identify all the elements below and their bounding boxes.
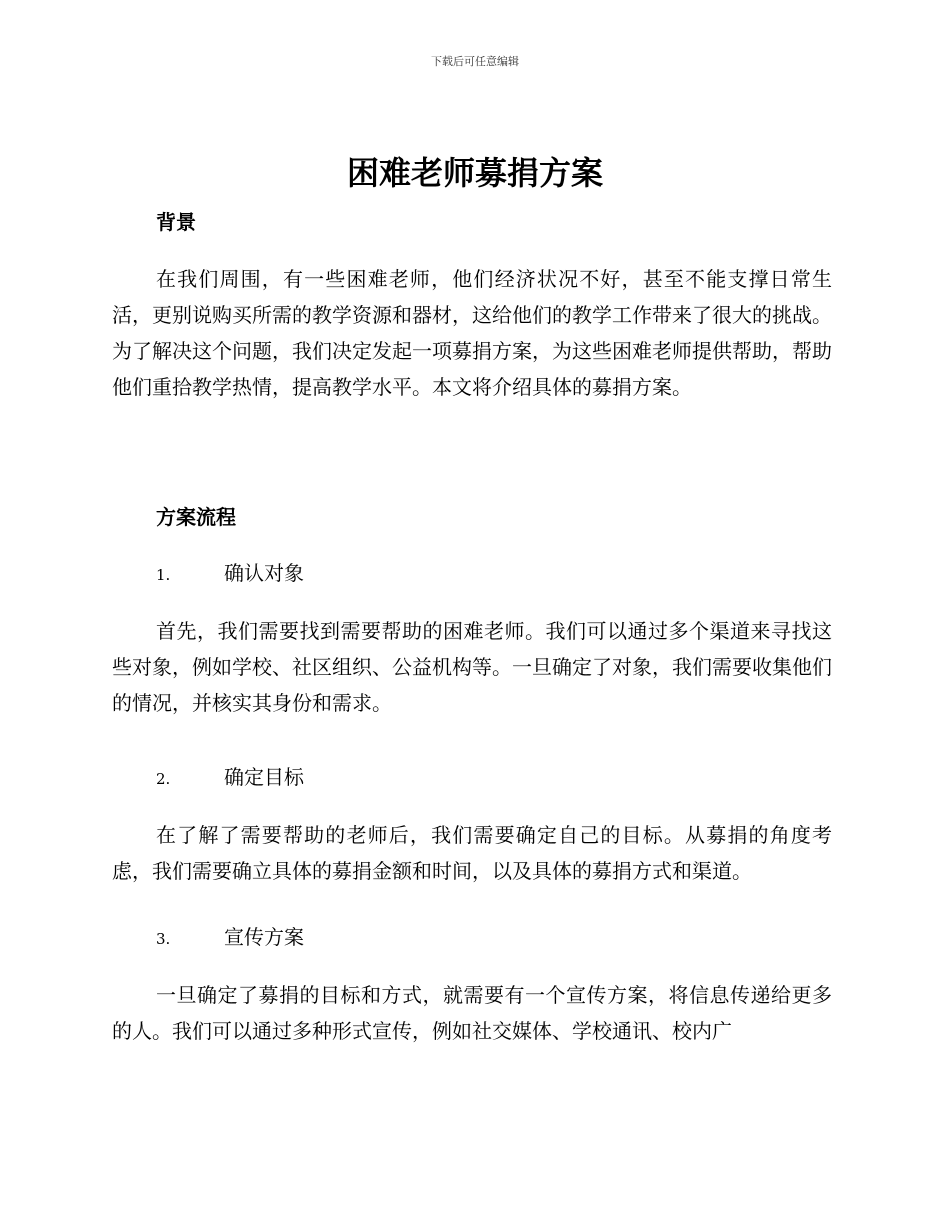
step-3-heading: [156, 922, 304, 954]
step-number: 1.: [156, 566, 171, 584]
step-1-heading: [156, 558, 304, 590]
background-paragraph: 在我们周围，有一些困难老师，他们经济状况不好，甚至不能支撑日常生活，更别说购买所需的教学资源和器材，这给他们的教学工作带来了很大的挑战。为了解决这个问题，我们决定发起一项募捐方案，为这些困难老师提供帮助，帮助他们重拾教学热情，提高教学水平。本文将介绍具体的募捐方案。: [112, 267, 832, 399]
step-number: 2.: [156, 770, 171, 788]
section-heading-process: 方案流程: [156, 505, 236, 529]
step-title: 确定目标: [224, 765, 304, 789]
step-title: 确认对象: [224, 561, 304, 585]
step-1-paragraph: 首先，我们需要找到需要帮助的困难老师。我们可以通过多个渠道来寻找这些对象，例如学校、社区组织、公益机构等。一旦确定了对象，我们需要收集他们的情况，并核实其身份和需求。: [112, 619, 832, 715]
step-title: 宣传方案: [224, 925, 304, 949]
step-2-paragraph: 在了解了需要帮助的老师后，我们需要确定自己的目标。从募捐的角度考虑，我们需要确立具体的募捐金额和时间，以及具体的募捐方式和渠道。: [112, 823, 832, 883]
section-heading-background: 背景: [156, 210, 196, 234]
step-3-paragraph: 一旦确定了募捐的目标和方式，就需要有一个宣传方案，将信息传递给更多的人。我们可以通过多种形式宣传，例如社交媒体、学校通讯、校内广: [112, 983, 832, 1043]
step-2-heading: [156, 762, 304, 794]
header-note: 下载后可任意编辑: [431, 55, 519, 68]
document-title: 困难老师募捐方案: [346, 154, 603, 192]
step-number: 3.: [156, 930, 171, 948]
